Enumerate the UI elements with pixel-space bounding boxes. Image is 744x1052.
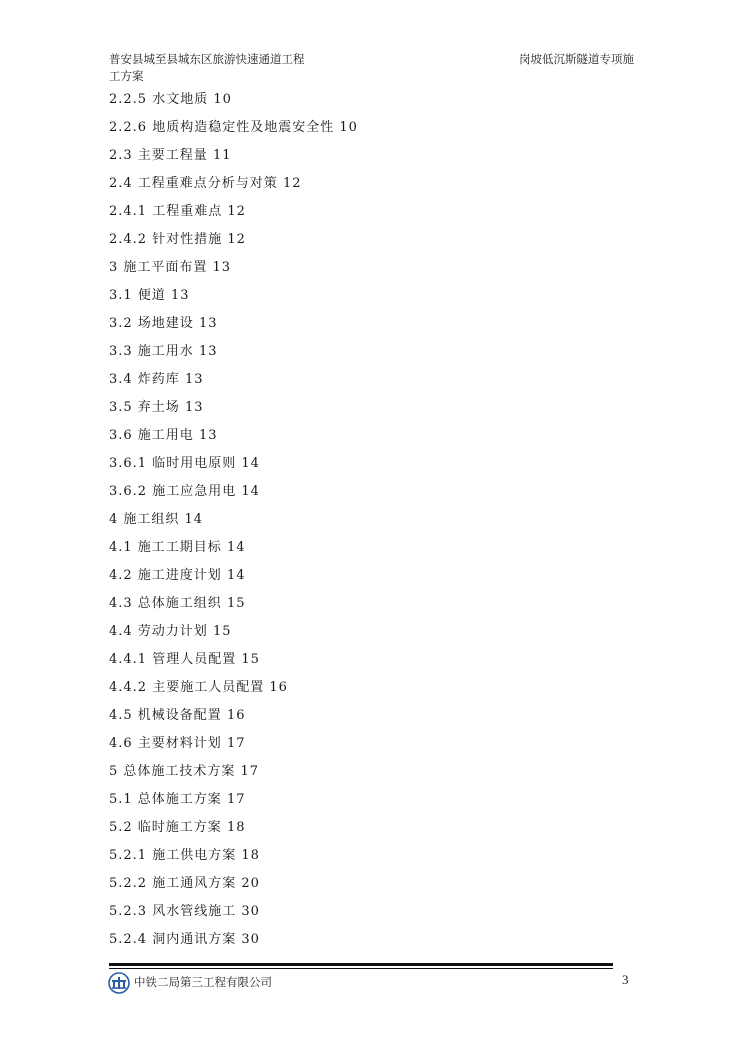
toc-entry[interactable]: 2.2.5 水文地质 10 (109, 92, 232, 107)
footer-company-name: 中铁二局第三工程有限公司 (134, 977, 272, 989)
toc-entry[interactable]: 4.4 劳动力计划 15 (109, 624, 232, 639)
toc-entry[interactable]: 2.4.1 工程重难点 12 (109, 204, 246, 219)
toc-entry[interactable]: 5 总体施工技术方案 17 (109, 764, 260, 779)
table-of-contents (109, 86, 629, 954)
toc-entry[interactable]: 5.1 总体施工方案 17 (109, 792, 246, 807)
header-project-title (109, 52, 349, 86)
header-title-line2: 工方案 (109, 71, 144, 83)
page-number: 3 (622, 972, 629, 987)
toc-entry[interactable]: 3.3 施工用水 13 (109, 344, 218, 359)
toc-entry[interactable]: 5.2.4 洞内通讯方案 30 (109, 932, 260, 947)
header-title-line1: 普安县城至县城东区旅游快速通道工程 (109, 54, 305, 66)
toc-entry[interactable]: 2.4.2 针对性措施 12 (109, 232, 246, 247)
toc-entry[interactable]: 2.4 工程重难点分析与对策 12 (109, 176, 302, 191)
toc-entry[interactable]: 3.1 便道 13 (109, 288, 190, 303)
toc-entry[interactable]: 2.2.6 地质构造稳定性及地震安全性 10 (109, 120, 358, 135)
toc-entry[interactable]: 3.4 炸药库 13 (109, 372, 204, 387)
toc-entry[interactable]: 4.1 施工工期目标 14 (109, 540, 246, 555)
toc-entry[interactable]: 5.2.2 施工通风方案 20 (109, 876, 260, 891)
toc-entry[interactable]: 4.6 主要材料计划 17 (109, 736, 246, 751)
toc-entry[interactable]: 2.3 主要工程量 11 (109, 148, 232, 163)
toc-entry[interactable]: 5.2 临时施工方案 18 (109, 820, 246, 835)
toc-entry[interactable]: 3 施工平面布置 13 (109, 260, 232, 275)
toc-entry[interactable]: 4 施工组织 14 (109, 512, 204, 527)
toc-entry[interactable]: 4.2 施工进度计划 14 (109, 568, 246, 583)
toc-entry[interactable]: 5.2.3 风水管线施工 30 (109, 904, 260, 919)
toc-entry[interactable]: 3.2 场地建设 13 (109, 316, 218, 331)
toc-entry[interactable]: 3.6.1 临时用电原则 14 (109, 456, 260, 471)
toc-entry[interactable]: 4.5 机械设备配置 16 (109, 708, 246, 723)
toc-entry[interactable]: 5.2.1 施工供电方案 18 (109, 848, 260, 863)
header-document-title: 岗坡低沉斯隧道专项施 (519, 54, 634, 66)
toc-entry[interactable]: 3.6 施工用电 13 (109, 428, 218, 443)
toc-entry[interactable]: 3.5 弃土场 13 (109, 400, 204, 415)
footer-rule-thick (109, 963, 613, 966)
toc-entry[interactable]: 4.4.2 主要施工人员配置 16 (109, 680, 288, 695)
toc-entry[interactable]: 4.4.1 管理人员配置 15 (109, 652, 260, 667)
toc-entry[interactable]: 3.6.2 施工应急用电 14 (109, 484, 260, 499)
footer-rule-thin (109, 968, 613, 969)
toc-entry[interactable]: 4.3 总体施工组织 15 (109, 596, 246, 611)
company-logo-icon (108, 972, 130, 994)
